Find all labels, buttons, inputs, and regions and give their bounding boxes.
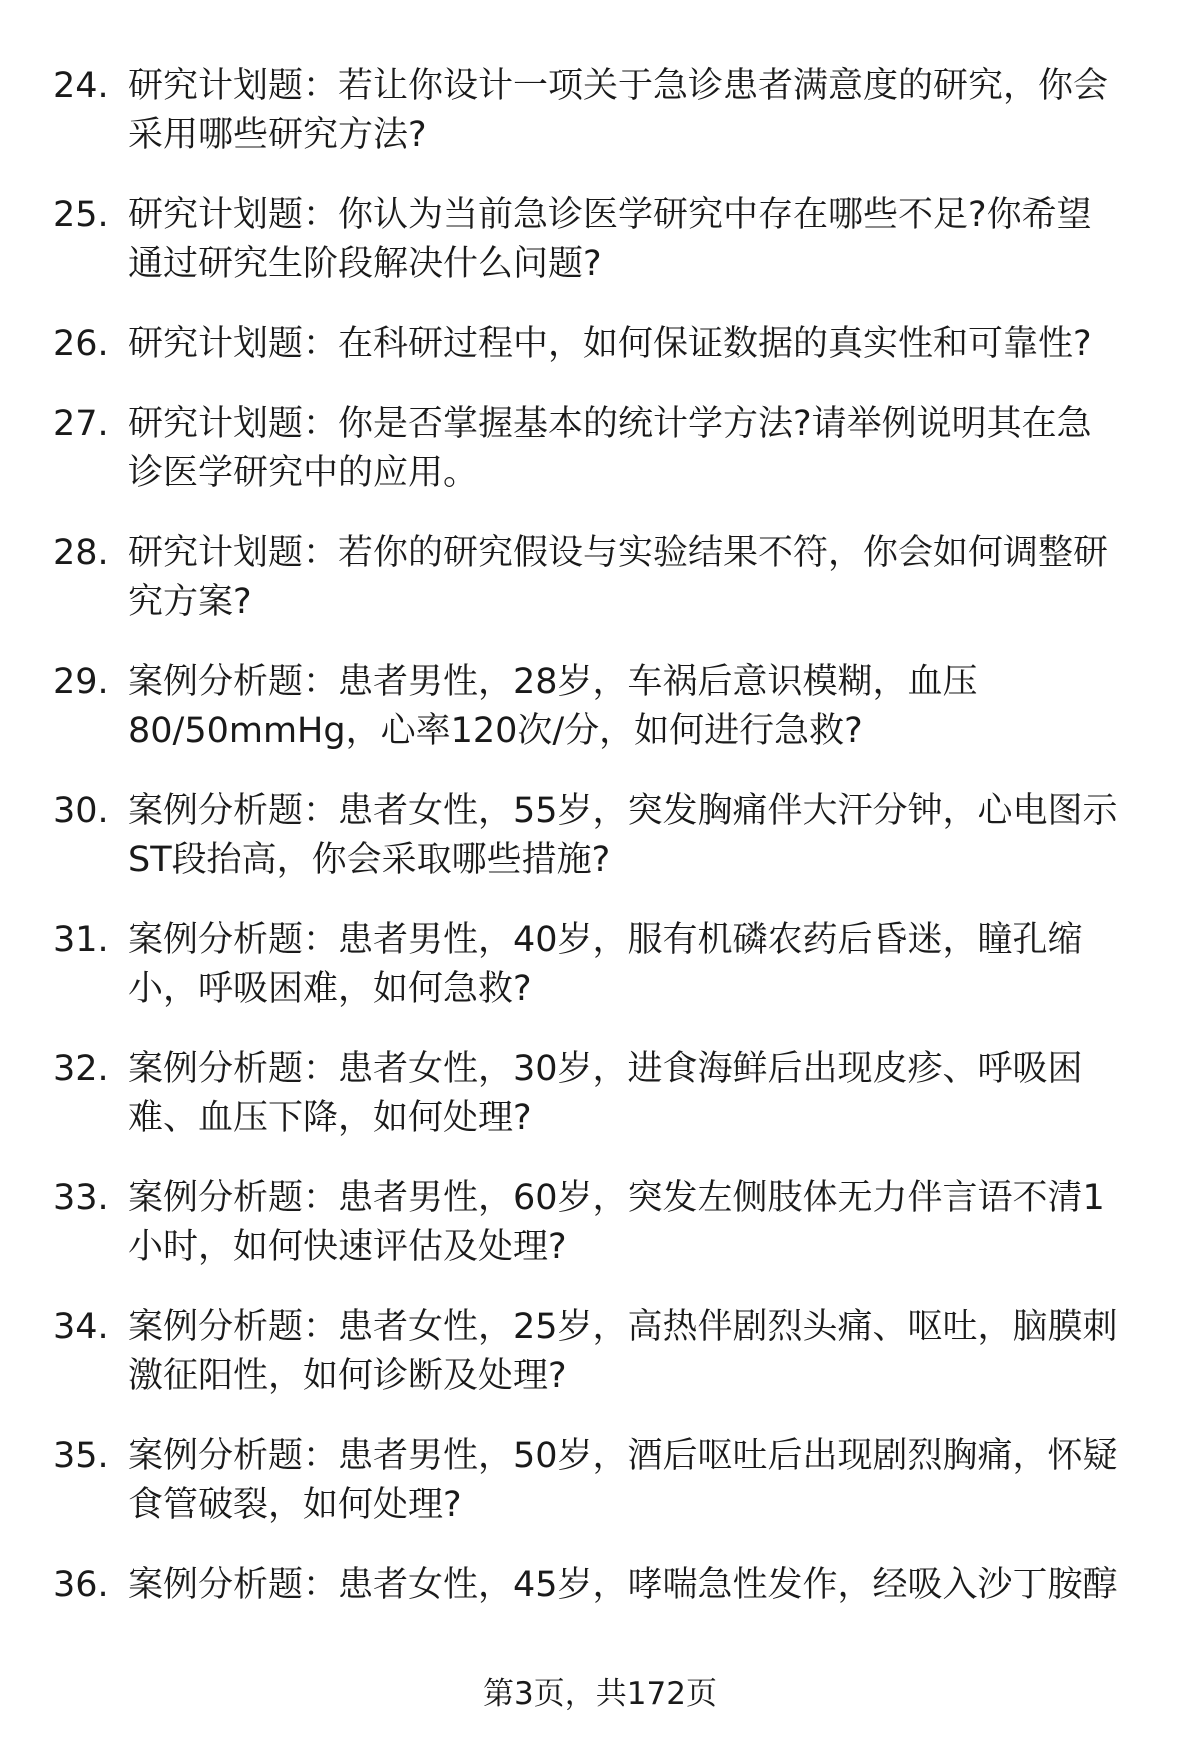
question-text — [128, 320, 1200, 369]
question-line: 研究计划题：若让你设计一项关于急诊患者满意度的研究，你会 — [128, 66, 1109, 106]
question-text — [128, 658, 1200, 756]
question-line: 案例分析题：患者男性，50岁，酒后呕吐后出现剧烈胸痛，怀疑 — [128, 1436, 1118, 1476]
question-item — [0, 62, 1200, 160]
question-line: 通过研究生阶段解决什么问题? — [128, 244, 602, 284]
question-text — [128, 191, 1200, 289]
question-line: 研究计划题：在科研过程中，如何保证数据的真实性和可靠性? — [128, 324, 1092, 364]
question-number: 33. — [53, 1178, 109, 1218]
question-item — [0, 191, 1200, 289]
question-number: 31. — [53, 920, 109, 960]
question-number: 32. — [53, 1049, 109, 1089]
question-item — [0, 787, 1200, 885]
question-item — [0, 529, 1200, 627]
question-line: 研究计划题：若你的研究假设与实验结果不符，你会如何调整研 — [128, 533, 1109, 573]
question-line: 食管破裂，如何处理? — [128, 1485, 462, 1525]
page-number: 第3页，共172页 — [483, 1676, 717, 1712]
question-line: 研究计划题：你是否掌握基本的统计学方法?请举例说明其在急 — [128, 404, 1092, 444]
question-line: 案例分析题：患者女性，45岁，哮喘急性发作，经吸入沙丁胺醇 — [128, 1565, 1118, 1605]
question-text — [128, 1303, 1200, 1401]
question-line: 案例分析题：患者女性，30岁，进食海鲜后出现皮疹、呼吸困 — [128, 1049, 1083, 1089]
question-text — [128, 62, 1200, 160]
question-number: 30. — [53, 791, 109, 831]
question-line: 诊医学研究中的应用。 — [128, 453, 479, 493]
question-number: 36. — [53, 1565, 109, 1605]
question-text — [128, 916, 1200, 1014]
question-line: 难、血压下降，如何处理? — [128, 1098, 532, 1138]
question-number: 34. — [53, 1307, 109, 1347]
question-list — [0, 62, 1200, 1641]
question-text — [128, 787, 1200, 885]
question-item — [0, 1303, 1200, 1401]
question-line: 究方案? — [128, 582, 252, 622]
question-number: 25. — [53, 195, 109, 235]
question-text — [128, 400, 1200, 498]
question-line: 80/50mmHg，心率120次/分，如何进行急救? — [128, 711, 863, 751]
question-line: 案例分析题：患者女性，55岁，突发胸痛伴大汗分钟，心电图示 — [128, 791, 1118, 831]
question-number: 24. — [53, 66, 109, 106]
question-line: 小，呼吸困难，如何急救? — [128, 969, 532, 1009]
question-line: 小时，如何快速评估及处理? — [128, 1227, 567, 1267]
question-text — [128, 529, 1200, 627]
question-text — [128, 1045, 1200, 1143]
question-item — [0, 916, 1200, 1014]
question-item — [0, 1432, 1200, 1530]
question-item — [0, 400, 1200, 498]
question-text — [128, 1174, 1200, 1272]
question-number: 28. — [53, 533, 109, 573]
question-number: 26. — [53, 324, 109, 364]
question-number: 29. — [53, 662, 109, 702]
question-line: 案例分析题：患者男性，60岁，突发左侧肢体无力伴言语不清1 — [128, 1178, 1105, 1218]
question-line: ST段抬高，你会采取哪些措施? — [128, 840, 611, 880]
question-item — [0, 1561, 1200, 1610]
question-line: 采用哪些研究方法? — [128, 115, 427, 155]
question-item — [0, 320, 1200, 369]
question-number: 27. — [53, 404, 109, 444]
question-line: 激征阳性，如何诊断及处理? — [128, 1356, 567, 1396]
question-item — [0, 658, 1200, 756]
question-text — [128, 1561, 1200, 1610]
question-item — [0, 1045, 1200, 1143]
question-line: 案例分析题：患者男性，28岁，车祸后意识模糊，血压 — [128, 662, 978, 702]
question-line: 案例分析题：患者女性，25岁，高热伴剧烈头痛、呕吐，脑膜刺 — [128, 1307, 1118, 1347]
question-item — [0, 1174, 1200, 1272]
question-line: 研究计划题：你认为当前急诊医学研究中存在哪些不足?你希望 — [128, 195, 1092, 235]
question-number: 35. — [53, 1436, 109, 1476]
question-text — [128, 1432, 1200, 1530]
question-line: 案例分析题：患者男性，40岁，服有机磷农药后昏迷，瞳孔缩 — [128, 920, 1083, 960]
